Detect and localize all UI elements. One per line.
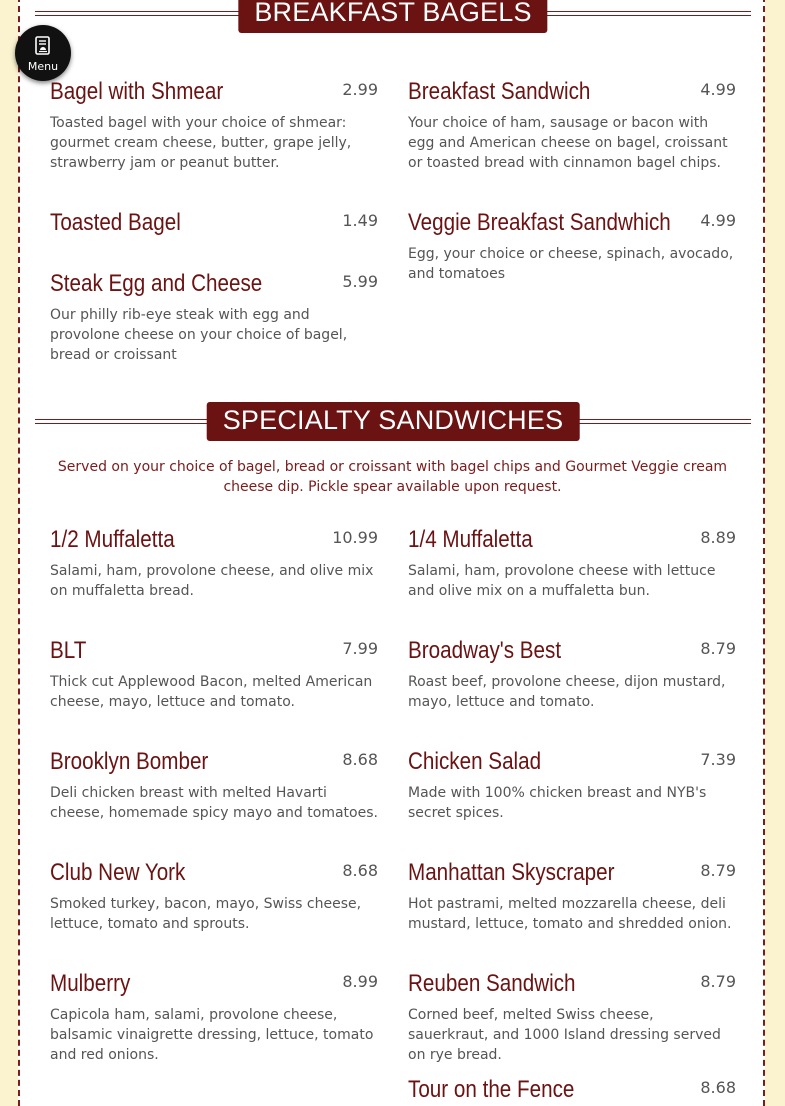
section-header-breakfast-bagels — [35, 0, 751, 34]
item-name: BLT — [50, 637, 87, 664]
item-description: Your choice of ham, sausage or bacon with egg and American cheese on bagel, croissant or toasted bread with cinnamon bagel chips. — [408, 115, 728, 171]
menu-item[interactable] — [50, 636, 378, 712]
item-description: Toasted bagel with your choice of shmear: gourmet cream cheese, butter, grape jelly, strawberry jam or peanut butter. — [50, 115, 352, 171]
item-description: Our philly rib-eye steak with egg and provolone cheese on your choice of bagel, bread or croissant — [50, 307, 348, 363]
item-name: Broadway's Best — [408, 637, 562, 664]
menu-item[interactable] — [50, 525, 378, 601]
section-title: SPECIALTY SANDWICHES — [207, 402, 580, 441]
item-description: Deli chicken breast with melted Havarti cheese, homemade spicy mayo and tomatoes. — [50, 785, 378, 821]
menu-item[interactable] — [50, 969, 378, 1065]
menu-item[interactable] — [408, 747, 736, 823]
item-name: Mulberry — [50, 970, 131, 997]
menu-item[interactable] — [50, 77, 378, 173]
menu-item[interactable] — [408, 969, 736, 1065]
item-price: 8.79 — [700, 639, 736, 658]
item-name: Chicken Salad — [408, 748, 542, 775]
item-price: 8.68 — [700, 1078, 736, 1097]
item-price: 8.99 — [342, 972, 378, 991]
item-name: Brooklyn Bomber — [50, 748, 209, 775]
item-price: 7.99 — [342, 639, 378, 658]
menu-button[interactable] — [15, 25, 71, 81]
item-price: 8.68 — [342, 750, 378, 769]
item-price: 8.89 — [700, 528, 736, 547]
item-price: 1.49 — [342, 211, 378, 230]
menu-item[interactable] — [408, 525, 736, 601]
item-name: Toasted Bagel — [50, 209, 181, 236]
item-name: Breakfast Sandwich — [408, 78, 591, 105]
item-price: 8.79 — [700, 972, 736, 991]
menu-book-icon — [31, 34, 55, 58]
item-price: 5.99 — [342, 272, 378, 291]
item-description: Corned beef, melted Swiss cheese, sauerkraut, and 1000 Island dressing served on rye bread. — [408, 1007, 721, 1063]
item-name: Tour on the Fence — [408, 1076, 575, 1103]
section-header-specialty-sandwiches — [35, 402, 751, 442]
item-name: Bagel with Shmear — [50, 78, 224, 105]
menu-item[interactable] — [408, 1075, 736, 1105]
item-price: 2.99 — [342, 80, 378, 99]
menu-item[interactable] — [408, 858, 736, 934]
menu-item[interactable] — [408, 77, 736, 173]
menu-item[interactable] — [408, 208, 736, 284]
menu-item[interactable] — [50, 858, 378, 934]
item-description: Thick cut Applewood Bacon, melted American cheese, mayo, lettuce and tomato. — [50, 674, 373, 710]
menu-item[interactable] — [50, 208, 378, 238]
item-price: 8.79 — [700, 861, 736, 880]
item-price: 10.99 — [332, 528, 378, 547]
item-name: Reuben Sandwich — [408, 970, 576, 997]
item-name: 1/2 Muffaletta — [50, 526, 175, 553]
item-name: Veggie Breakfast Sandwhich — [408, 209, 671, 236]
menu-item[interactable] — [50, 747, 378, 823]
item-price: 4.99 — [700, 211, 736, 230]
section-title: BREAKFAST BAGELS — [238, 0, 547, 33]
menu-item[interactable] — [50, 269, 378, 365]
item-description: Salami, ham, provolone cheese, and olive mix on muffaletta bread. — [50, 563, 374, 599]
item-description: Capicola ham, salami, provolone cheese, balsamic vinaigrette dressing, lettuce, tomato and red onions. — [50, 1007, 374, 1063]
item-name: Club New York — [50, 859, 186, 886]
item-name: Manhattan Skyscraper — [408, 859, 615, 886]
item-description: Roast beef, provolone cheese, dijon mustard, mayo, lettuce and tomato. — [408, 674, 726, 710]
item-description: Salami, ham, provolone cheese with lettuce and olive mix on a muffaletta bun. — [408, 563, 716, 599]
menu-button-label: Menu — [27, 60, 59, 73]
item-description: Smoked turkey, bacon, mayo, Swiss cheese, lettuce, tomato and sprouts. — [50, 896, 362, 932]
menu-item[interactable] — [408, 636, 736, 712]
item-price: 8.68 — [342, 861, 378, 880]
item-description: Made with 100% chicken breast and NYB's secret spices. — [408, 785, 707, 821]
item-price: 7.39 — [700, 750, 736, 769]
item-name: 1/4 Muffaletta — [408, 526, 533, 553]
item-name: Steak Egg and Cheese — [50, 270, 263, 297]
item-description: Egg, your choice or cheese, spinach, avocado, and tomatoes — [408, 246, 734, 282]
item-description: Hot pastrami, melted mozzarella cheese, deli mustard, lettuce, tomato and shredded onion. — [408, 896, 732, 932]
item-price: 4.99 — [700, 80, 736, 99]
section-note: Served on your choice of bagel, bread or croissant with bagel chips and Gourmet Veggie cream cheese dip. Pickle spear available upon request. — [57, 459, 728, 495]
